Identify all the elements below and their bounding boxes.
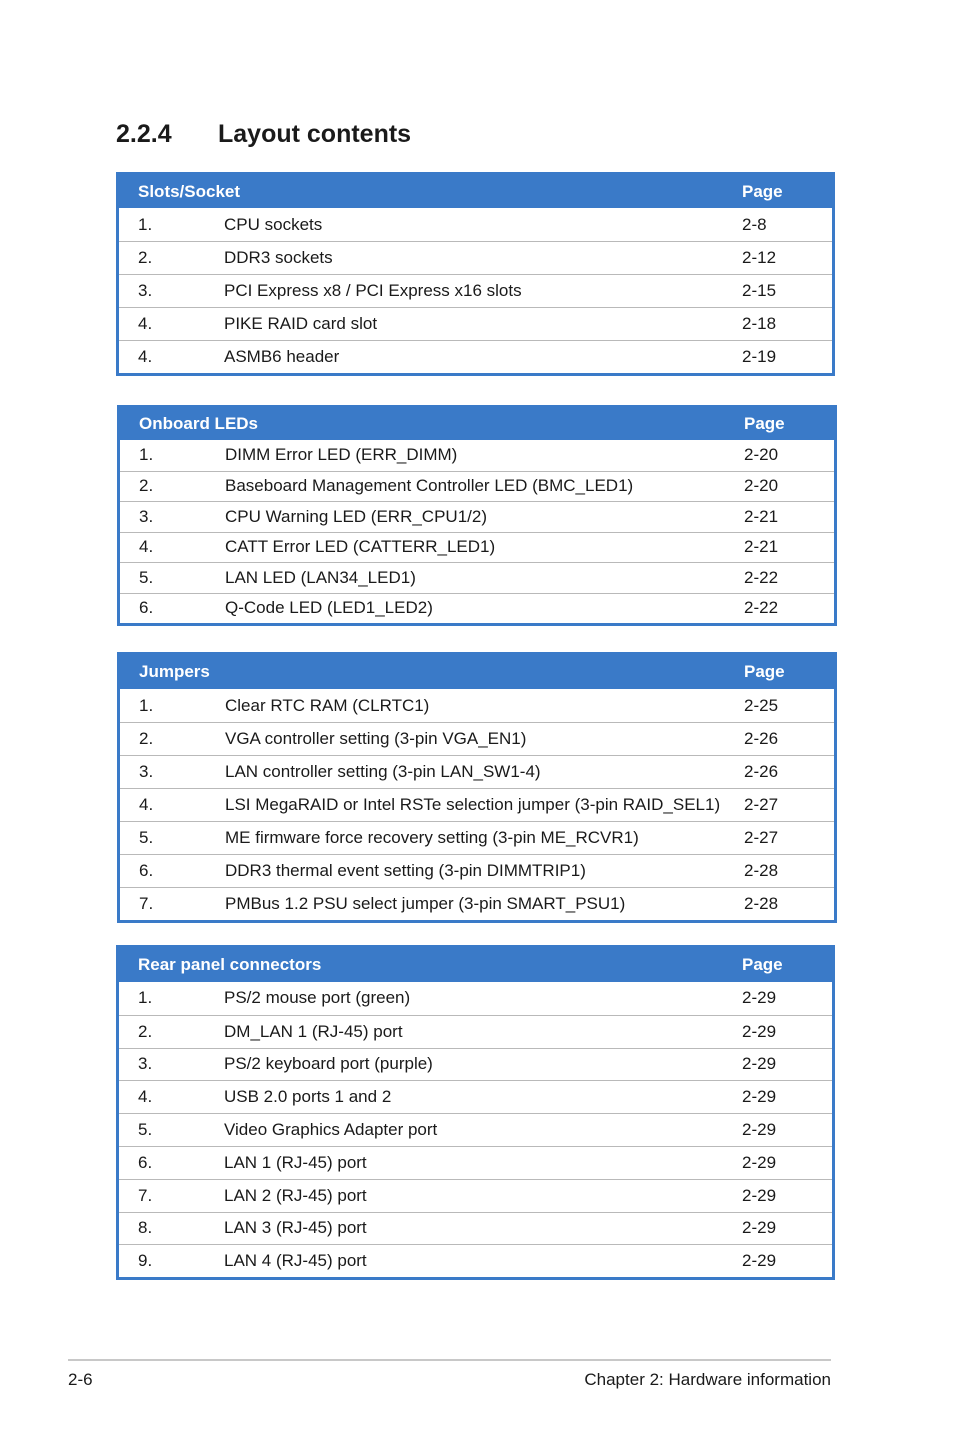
row-page: 2-20 xyxy=(744,445,779,465)
table-row xyxy=(119,1146,832,1179)
page-column-label: Page xyxy=(742,955,783,974)
row-description: Clear RTC RAM (CLRTC1) xyxy=(225,695,430,715)
row-page: 2-20 xyxy=(744,476,779,496)
row-description: PS/2 keyboard port (purple) xyxy=(224,1054,433,1074)
row-number: 5. xyxy=(138,1120,153,1140)
row-number: 3. xyxy=(138,281,153,300)
table-row xyxy=(119,241,832,274)
row-number: 7. xyxy=(138,1185,153,1205)
row-page: 2-22 xyxy=(744,598,779,618)
table-header xyxy=(120,408,834,440)
section-title: Layout contents xyxy=(218,120,412,148)
table-row xyxy=(119,208,832,241)
footer-chapter: Chapter 2: Hardware information xyxy=(584,1370,831,1389)
table-row xyxy=(120,471,834,502)
row-number: 6. xyxy=(139,861,154,880)
row-page: 2-21 xyxy=(744,537,779,557)
table-row xyxy=(120,887,834,920)
row-description: DM_LAN 1 (RJ-45) port xyxy=(224,1021,403,1041)
table-row xyxy=(119,307,832,340)
table-header xyxy=(119,175,832,208)
row-number: 2. xyxy=(139,476,154,496)
table-row xyxy=(119,1113,832,1146)
row-number: 6. xyxy=(139,598,154,618)
row-number: 3. xyxy=(139,762,154,781)
row-description: Baseboard Management Controller LED (BMC_LED1) xyxy=(225,476,634,496)
row-number: 4. xyxy=(138,1087,153,1107)
row-description: LAN controller setting (3-pin LAN_SW1-4) xyxy=(225,762,541,781)
row-description: LSI MegaRAID or Intel RSTe selection jumper (3-pin RAID_SEL1) xyxy=(225,795,721,814)
table-row xyxy=(119,1080,832,1113)
row-number: 3. xyxy=(138,1054,153,1074)
table-header xyxy=(119,948,832,982)
row-number: 5. xyxy=(139,567,154,587)
row-description: PMBus 1.2 PSU select jumper (3-pin SMART_PSU1) xyxy=(225,894,626,913)
row-page: 2-29 xyxy=(742,1185,777,1205)
row-number: 4. xyxy=(138,347,153,366)
row-description: DDR3 thermal event setting (3-pin DIMMTRIP1) xyxy=(225,861,586,880)
table-row xyxy=(120,501,834,532)
row-number: 8. xyxy=(138,1218,153,1238)
table-row xyxy=(119,982,832,1015)
row-description: LAN 4 (RJ-45) port xyxy=(224,1251,367,1271)
row-description: CATT Error LED (CATTERR_LED1) xyxy=(225,537,496,557)
row-page: 2-27 xyxy=(744,828,779,847)
table-title: Rear panel connectors xyxy=(138,955,322,974)
row-description: PCI Express x8 / PCI Express x16 slots xyxy=(224,281,522,300)
row-description: LAN 3 (RJ-45) port xyxy=(224,1218,367,1238)
row-page: 2-29 xyxy=(742,1152,777,1172)
row-number: 2. xyxy=(138,248,153,267)
row-page: 2-21 xyxy=(744,506,779,526)
table-row xyxy=(120,593,834,624)
row-description: ME firmware force recovery setting (3-pin ME_RCVR1) xyxy=(225,828,639,847)
row-number: 4. xyxy=(139,537,154,557)
row-description: PS/2 mouse port (green) xyxy=(224,988,411,1008)
row-description: LAN LED (LAN34_LED1) xyxy=(225,567,416,587)
row-description: PIKE RAID card slot xyxy=(224,314,378,333)
row-number: 9. xyxy=(138,1251,153,1271)
table-row xyxy=(119,1244,832,1277)
row-page: 2-28 xyxy=(744,894,779,913)
row-description: USB 2.0 ports 1 and 2 xyxy=(224,1087,392,1107)
table-rows xyxy=(120,689,834,920)
row-page: 2-29 xyxy=(742,1120,777,1140)
toc-table-jumpers xyxy=(117,652,837,923)
row-number: 2. xyxy=(138,1021,153,1041)
table-row xyxy=(120,821,834,854)
row-description: CPU sockets xyxy=(224,214,323,234)
table-row xyxy=(119,340,832,373)
toc-table-rear-panel-connectors xyxy=(116,945,835,1280)
row-number: 2. xyxy=(139,729,154,748)
table-row xyxy=(120,755,834,788)
row-page: 2-8 xyxy=(742,214,767,234)
row-number: 6. xyxy=(138,1152,153,1172)
row-page: 2-29 xyxy=(742,1087,777,1107)
table-rows xyxy=(119,982,832,1277)
table-row xyxy=(120,440,834,471)
table-row xyxy=(120,532,834,563)
table-title: Onboard LEDs xyxy=(139,414,259,433)
row-page: 2-12 xyxy=(742,248,777,267)
row-page: 2-29 xyxy=(742,1021,777,1041)
row-number: 1. xyxy=(138,214,153,234)
row-description: CPU Warning LED (ERR_CPU1/2) xyxy=(225,506,487,526)
row-page: 2-18 xyxy=(742,314,777,333)
row-page: 2-15 xyxy=(742,281,777,300)
row-number: 5. xyxy=(139,828,154,847)
table-rows xyxy=(119,208,832,373)
row-number: 1. xyxy=(139,695,154,715)
row-description: LAN 2 (RJ-45) port xyxy=(224,1185,367,1205)
row-page: 2-29 xyxy=(742,1251,777,1271)
table-row xyxy=(119,1212,832,1245)
row-page: 2-25 xyxy=(744,695,779,715)
row-description: ASMB6 header xyxy=(224,347,340,366)
footer-page-number: 2-6 xyxy=(68,1370,93,1389)
table-row xyxy=(120,788,834,821)
row-page: 2-26 xyxy=(744,762,779,781)
row-description: Video Graphics Adapter port xyxy=(224,1120,438,1140)
row-page: 2-29 xyxy=(742,1054,777,1074)
table-row xyxy=(119,1179,832,1212)
row-description: DIMM Error LED (ERR_DIMM) xyxy=(225,445,458,465)
row-number: 4. xyxy=(139,795,154,814)
section-heading xyxy=(116,120,411,149)
row-page: 2-29 xyxy=(742,988,777,1008)
table-title: Jumpers xyxy=(139,662,210,681)
table-row xyxy=(119,274,832,307)
row-page: 2-19 xyxy=(742,347,777,366)
row-number: 1. xyxy=(139,445,154,465)
row-page: 2-27 xyxy=(744,795,779,814)
row-page: 2-28 xyxy=(744,861,779,880)
page-column-label: Page xyxy=(744,414,785,433)
row-description: DDR3 sockets xyxy=(224,248,333,267)
row-number: 1. xyxy=(138,988,153,1008)
row-number: 7. xyxy=(139,894,154,913)
table-row xyxy=(120,854,834,887)
table-title: Slots/Socket xyxy=(138,181,241,201)
page-column-label: Page xyxy=(744,662,785,681)
row-number: 3. xyxy=(139,506,154,526)
row-description: VGA controller setting (3-pin VGA_EN1) xyxy=(225,729,527,748)
section-number: 2.2.4 xyxy=(116,120,172,148)
footer-divider xyxy=(68,1359,831,1361)
table-row xyxy=(120,689,834,722)
table-rows xyxy=(120,440,834,623)
toc-table-slots-socket xyxy=(116,172,835,376)
table-header xyxy=(120,655,834,689)
row-number: 4. xyxy=(138,314,153,333)
table-row xyxy=(120,562,834,593)
toc-table-onboard-leds xyxy=(117,405,837,626)
table-row xyxy=(120,722,834,755)
page-column-label: Page xyxy=(742,181,783,201)
table-row xyxy=(119,1015,832,1048)
row-description: LAN 1 (RJ-45) port xyxy=(224,1152,367,1172)
table-row xyxy=(119,1048,832,1081)
row-page: 2-22 xyxy=(744,567,779,587)
row-page: 2-29 xyxy=(742,1218,777,1238)
row-description: Q-Code LED (LED1_LED2) xyxy=(225,598,433,618)
row-page: 2-26 xyxy=(744,729,779,748)
